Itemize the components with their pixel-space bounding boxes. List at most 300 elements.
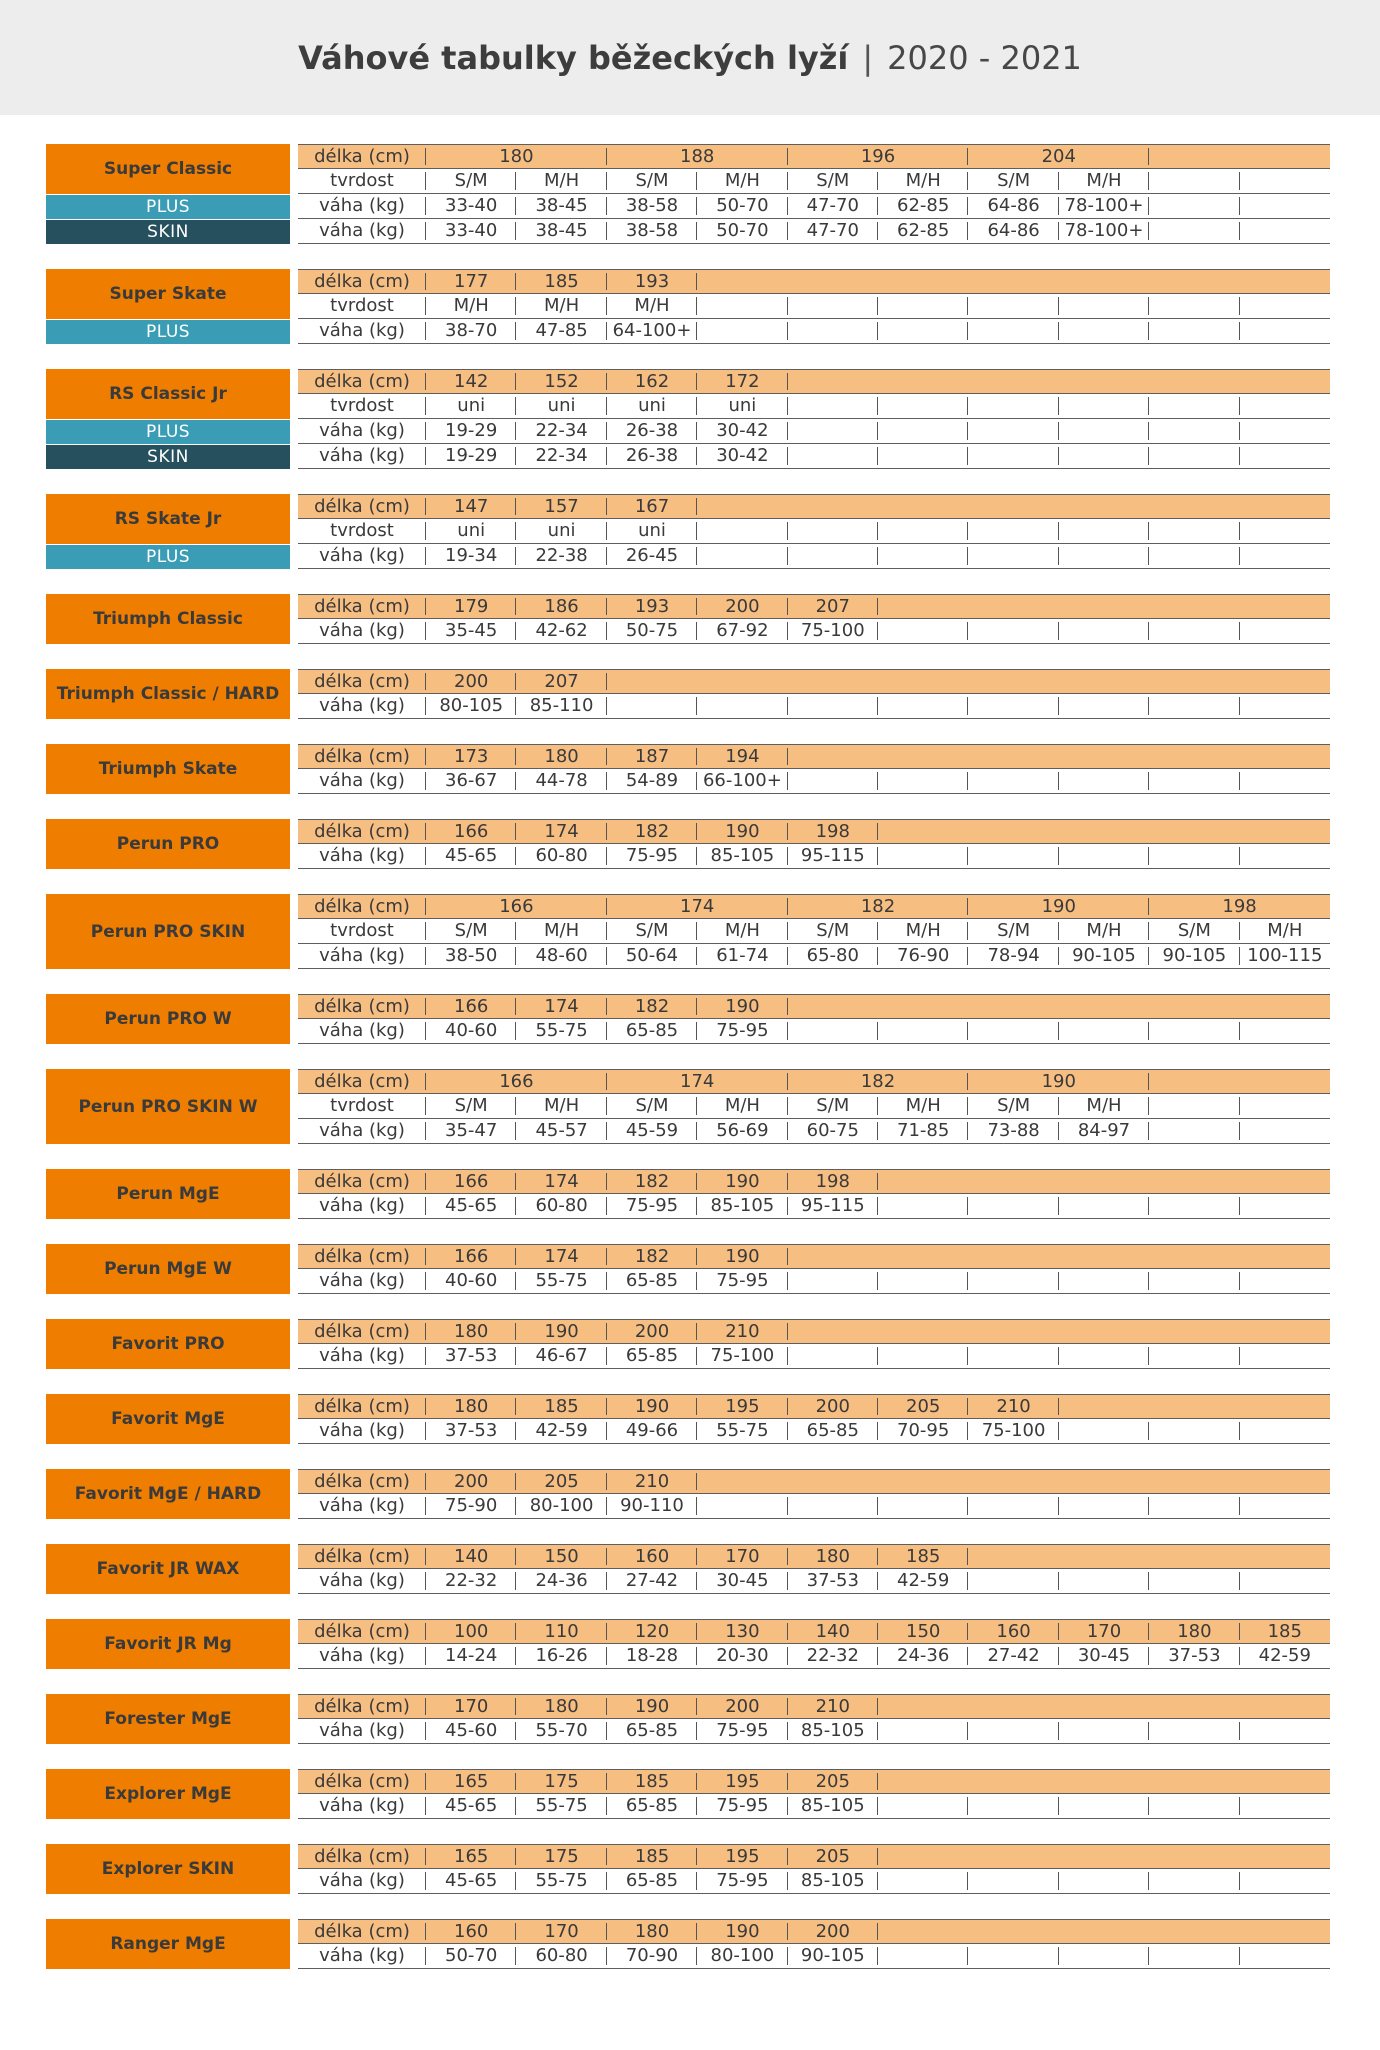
size-table: [298, 369, 1330, 469]
empty-cell: [697, 319, 787, 343]
length-row: [298, 1394, 1330, 1419]
weight-cell: 30-42: [697, 419, 787, 443]
ski-section: [46, 894, 1330, 969]
weight-cell: 26-45: [607, 544, 697, 568]
size-table: [298, 669, 1330, 719]
length-cell: 152: [516, 370, 606, 393]
weight-cell: 49-66: [607, 1419, 697, 1443]
weight-row-label: váha (kg): [298, 1794, 426, 1818]
model-label-column: [46, 1394, 290, 1444]
weight-cell: 90-105: [788, 1944, 878, 1968]
length-cell: 142: [426, 370, 516, 393]
weight-cell: 75-95: [697, 1719, 787, 1743]
length-cell: 200: [607, 1320, 697, 1343]
weight-cell: 19-29: [426, 444, 516, 468]
weight-cell: 45-59: [607, 1119, 697, 1143]
weight-row-label: váha (kg): [298, 1569, 426, 1593]
hardness-cell: M/H: [426, 294, 516, 318]
hardness-cell: M/H: [607, 294, 697, 318]
weight-cell: 60-80: [516, 1194, 606, 1218]
length-row: [298, 819, 1330, 844]
weight-cell: 35-45: [426, 619, 516, 643]
empty-cell: [968, 694, 1058, 718]
empty-cell: [878, 1194, 968, 1218]
length-cell: 170: [426, 1695, 516, 1718]
length-cell: 198: [788, 1170, 878, 1193]
empty-cell: [1059, 1269, 1149, 1293]
hardness-row-label: tvrdost: [298, 919, 426, 943]
weight-cell: 33-40: [426, 194, 516, 218]
length-cell: 166: [426, 1070, 607, 1093]
model-label-box: [46, 494, 290, 544]
weight-cell: 60-80: [516, 1944, 606, 1968]
empty-cell: [878, 319, 968, 343]
length-cell: 200: [788, 1920, 878, 1943]
model-name: Triumph Classic / HARD: [56, 684, 280, 704]
hardness-cell: S/M: [788, 919, 878, 943]
weight-cell: 27-42: [607, 1569, 697, 1593]
length-row-empty: [788, 1320, 1330, 1343]
weight-cell: 50-70: [697, 219, 787, 243]
empty-cell: [697, 694, 787, 718]
weight-cell: 42-59: [516, 1419, 606, 1443]
hardness-row-label: tvrdost: [298, 1094, 426, 1118]
length-row-label: délka (cm): [298, 1395, 426, 1418]
skin-badge: SKIN: [46, 444, 290, 469]
weight-cell: 20-30: [697, 1644, 787, 1668]
empty-cell: [1149, 1344, 1239, 1368]
model-name: Perun PRO SKIN W: [78, 1096, 258, 1117]
hardness-cell: S/M: [426, 169, 516, 193]
hardness-cell: S/M: [788, 169, 878, 193]
model-label-column: [46, 1919, 290, 1969]
length-row-empty: [1149, 1070, 1330, 1093]
empty-cell: [1149, 444, 1239, 468]
plus-badge: PLUS: [46, 419, 290, 444]
length-row-label: délka (cm): [298, 1470, 426, 1493]
length-cell: 182: [607, 995, 697, 1018]
weight-cell: 22-34: [516, 444, 606, 468]
empty-cell: [788, 394, 878, 418]
empty-cell: [1240, 194, 1330, 218]
empty-cell: [788, 1344, 878, 1368]
ski-section: [46, 819, 1330, 869]
length-row-empty: [697, 270, 1330, 293]
length-cell: 180: [516, 745, 606, 768]
weight-row-label: váha (kg): [298, 694, 426, 718]
weight-cell: 37-53: [426, 1419, 516, 1443]
empty-cell: [1149, 1944, 1239, 1968]
weight-cell: 85-105: [788, 1794, 878, 1818]
size-table: [298, 1544, 1330, 1594]
weight-row-label: váha (kg): [298, 1344, 426, 1368]
ski-section: [46, 1469, 1330, 1519]
empty-cell: [788, 444, 878, 468]
empty-cell: [1240, 169, 1330, 193]
empty-cell: [1149, 769, 1239, 793]
hardness-cell: M/H: [1059, 919, 1149, 943]
weight-cell: 22-34: [516, 419, 606, 443]
model-label-column: [46, 1069, 290, 1144]
weight-cell: 35-47: [426, 1119, 516, 1143]
length-cell: 150: [878, 1620, 968, 1643]
length-cell: 190: [697, 1920, 787, 1943]
hardness-cell: uni: [516, 394, 606, 418]
model-name: RS Classic Jr: [109, 384, 227, 404]
length-row-label: délka (cm): [298, 1070, 426, 1093]
empty-cell: [878, 694, 968, 718]
length-cell: 174: [607, 1070, 788, 1093]
empty-cell: [878, 544, 968, 568]
empty-cell: [1059, 1194, 1149, 1218]
length-cell: 130: [697, 1620, 787, 1643]
length-row: [298, 1769, 1330, 1794]
empty-cell: [878, 769, 968, 793]
empty-cell: [1149, 394, 1239, 418]
empty-cell: [878, 1344, 968, 1368]
weight-row-label: váha (kg): [298, 1419, 426, 1443]
plus-badge: PLUS: [46, 194, 290, 219]
length-row-label: délka (cm): [298, 670, 426, 693]
model-name: Forester MgE: [104, 1709, 232, 1729]
length-row: [298, 269, 1330, 294]
hardness-row-label: tvrdost: [298, 169, 426, 193]
empty-cell: [1240, 219, 1330, 243]
weight-cell: 65-85: [607, 1794, 697, 1818]
length-row-label: délka (cm): [298, 1320, 426, 1343]
empty-cell: [1149, 1194, 1239, 1218]
empty-cell: [968, 419, 1058, 443]
weight-cell: 26-38: [607, 444, 697, 468]
title-separator: |: [862, 38, 874, 77]
empty-cell: [878, 1944, 968, 1968]
weight-row: [298, 944, 1330, 969]
length-cell: 182: [607, 1170, 697, 1193]
model-label-column: [46, 1544, 290, 1594]
weight-row: [298, 1194, 1330, 1219]
length-cell: 190: [607, 1395, 697, 1418]
weight-cell: 42-59: [878, 1569, 968, 1593]
weight-row: [298, 1494, 1330, 1519]
weight-cell: 84-97: [1059, 1119, 1149, 1143]
ski-section: [46, 1069, 1330, 1144]
weight-cell: 47-85: [516, 319, 606, 343]
size-table: [298, 1469, 1330, 1519]
length-row: [298, 1844, 1330, 1869]
length-cell: 160: [968, 1620, 1058, 1643]
empty-cell: [1059, 1794, 1149, 1818]
model-label-box: [46, 1069, 290, 1144]
weight-cell: 55-75: [516, 1269, 606, 1293]
empty-cell: [1059, 319, 1149, 343]
length-row: [298, 669, 1330, 694]
weight-cell: 44-78: [516, 769, 606, 793]
empty-cell: [968, 1569, 1058, 1593]
model-label-box: [46, 1694, 290, 1744]
empty-cell: [788, 544, 878, 568]
empty-cell: [1059, 419, 1149, 443]
length-row: [298, 1319, 1330, 1344]
weight-cell: 50-75: [607, 619, 697, 643]
weight-cell: 85-110: [516, 694, 606, 718]
length-cell: 200: [697, 1695, 787, 1718]
size-table: [298, 1319, 1330, 1369]
model-name: Perun PRO SKIN: [90, 921, 246, 942]
length-row: [298, 494, 1330, 519]
model-label-box: [46, 1469, 290, 1519]
length-cell: 165: [426, 1845, 516, 1868]
empty-cell: [1149, 294, 1239, 318]
empty-cell: [1149, 419, 1239, 443]
empty-cell: [1240, 1344, 1330, 1368]
weight-cell: 55-75: [516, 1794, 606, 1818]
empty-cell: [1059, 1019, 1149, 1043]
model-label-box: [46, 1244, 290, 1294]
weight-cell: 75-100: [788, 619, 878, 643]
weight-row-label: váha (kg): [298, 1019, 426, 1043]
weight-cell: 78-100+: [1059, 194, 1149, 218]
model-label-box: [46, 1394, 290, 1444]
length-cell: 110: [516, 1620, 606, 1643]
length-row-label: délka (cm): [298, 1620, 426, 1643]
length-cell: 190: [697, 820, 787, 843]
empty-cell: [1149, 319, 1239, 343]
empty-cell: [1149, 169, 1239, 193]
empty-cell: [1240, 1019, 1330, 1043]
weight-cell: 45-65: [426, 1194, 516, 1218]
length-row-label: délka (cm): [298, 1845, 426, 1868]
empty-cell: [1059, 844, 1149, 868]
hardness-row-label: tvrdost: [298, 394, 426, 418]
empty-cell: [1240, 1194, 1330, 1218]
weight-cell: 85-105: [788, 1869, 878, 1893]
ski-section: [46, 369, 1330, 469]
hardness-cell: M/H: [697, 1094, 787, 1118]
title-main: Váhové tabulky běžeckých lyží: [298, 38, 849, 77]
length-cell: 166: [426, 820, 516, 843]
model-label-column: [46, 819, 290, 869]
empty-cell: [697, 544, 787, 568]
hardness-cell: M/H: [697, 169, 787, 193]
length-row-label: délka (cm): [298, 1695, 426, 1718]
length-cell: 174: [516, 1245, 606, 1268]
length-cell: 140: [788, 1620, 878, 1643]
weight-tables: [46, 144, 1330, 1994]
model-label-column: [46, 1769, 290, 1819]
model-label-column: [46, 994, 290, 1044]
empty-cell: [1149, 1269, 1239, 1293]
empty-cell: [878, 1019, 968, 1043]
weight-row-label: váha (kg): [298, 1119, 426, 1143]
weight-cell: 85-105: [788, 1719, 878, 1743]
empty-cell: [788, 419, 878, 443]
length-cell: 200: [426, 670, 516, 693]
hardness-cell: uni: [426, 394, 516, 418]
size-table: [298, 494, 1330, 569]
length-row-label: délka (cm): [298, 1170, 426, 1193]
length-row-label: délka (cm): [298, 1770, 426, 1793]
empty-cell: [788, 294, 878, 318]
length-row-label: délka (cm): [298, 595, 426, 618]
weight-cell: 55-70: [516, 1719, 606, 1743]
length-row-label: délka (cm): [298, 1245, 426, 1268]
length-cell: 174: [516, 1170, 606, 1193]
empty-cell: [1240, 694, 1330, 718]
empty-cell: [878, 1269, 968, 1293]
length-cell: 180: [788, 1545, 878, 1568]
ski-section: [46, 1244, 1330, 1294]
weight-cell: 37-53: [788, 1569, 878, 1593]
weight-cell: 62-85: [878, 194, 968, 218]
empty-cell: [1240, 1494, 1330, 1518]
model-label-box: [46, 1544, 290, 1594]
length-row-empty: [697, 1470, 1330, 1493]
length-row: [298, 1544, 1330, 1569]
weight-row: [298, 844, 1330, 869]
model-label-box: [46, 1769, 290, 1819]
empty-cell: [878, 1719, 968, 1743]
model-label-column: [46, 144, 290, 244]
length-row: [298, 594, 1330, 619]
length-cell: 162: [607, 370, 697, 393]
weight-row-label: váha (kg): [298, 419, 426, 443]
weight-cell: 42-59: [1258, 1645, 1311, 1666]
length-cell: 157: [516, 495, 606, 518]
empty-cell: [1240, 1269, 1330, 1293]
weight-cell: 66-100+: [697, 769, 787, 793]
weight-cell: 22-32: [426, 1569, 516, 1593]
empty-cell: [607, 694, 697, 718]
length-row-empty: [788, 995, 1330, 1018]
weight-cell: 76-90: [878, 944, 968, 968]
length-cell: 180: [426, 1320, 516, 1343]
model-label-column: [46, 1169, 290, 1219]
empty-cell: [1059, 519, 1149, 543]
weight-cell: 70-90: [607, 1944, 697, 1968]
model-label-column: [46, 1694, 290, 1744]
length-row-empty: [878, 1695, 1330, 1718]
size-table: [298, 1069, 1330, 1144]
model-label-box: [46, 744, 290, 794]
ski-section: [46, 994, 1330, 1044]
empty-cell: [1240, 519, 1330, 543]
weight-row-label: váha (kg): [298, 194, 426, 218]
empty-cell: [1059, 694, 1149, 718]
length-cell: 190: [968, 1070, 1149, 1093]
weight-row: [298, 319, 1330, 344]
model-name: Favorit MgE / HARD: [74, 1484, 262, 1504]
weight-cell: 90-105: [1059, 944, 1149, 968]
page-title: [298, 38, 1082, 77]
weight-cell: 61-74: [697, 944, 787, 968]
empty-cell: [697, 1494, 787, 1518]
empty-cell: [1059, 444, 1149, 468]
empty-cell: [968, 1344, 1058, 1368]
length-row-empty: [788, 370, 1330, 393]
hardness-cell: M/H: [516, 1094, 606, 1118]
length-row-empty: [878, 1170, 1330, 1193]
length-cell: 200: [697, 595, 787, 618]
weight-cell: 71-85: [878, 1119, 968, 1143]
weight-row-label: váha (kg): [298, 544, 426, 568]
hardness-cell: S/M: [968, 1094, 1058, 1118]
model-label-box: [46, 819, 290, 869]
weight-cell: 75-95: [697, 1019, 787, 1043]
empty-cell: [878, 1794, 968, 1818]
hardness-cell: M/H: [697, 919, 787, 943]
empty-cell: [1240, 1119, 1330, 1143]
weight-row-label: váha (kg): [298, 444, 426, 468]
length-row: [298, 1169, 1330, 1194]
weight-cell: 65-85: [788, 1419, 878, 1443]
weight-cell: 50-70: [697, 194, 787, 218]
length-row: [298, 1244, 1330, 1269]
length-cell: 174: [516, 995, 606, 1018]
weight-row-label: váha (kg): [298, 769, 426, 793]
model-label-box: [46, 1844, 290, 1894]
weight-cell: 22-32: [788, 1644, 878, 1668]
empty-cell: [968, 1269, 1058, 1293]
length-cell: 200: [788, 1395, 878, 1418]
model-label-column: [46, 1244, 290, 1294]
weight-cell: 75-95: [607, 1194, 697, 1218]
length-cell: 205: [516, 1470, 606, 1493]
weight-cell: 75-95: [697, 1794, 787, 1818]
weight-cell: 36-67: [426, 769, 516, 793]
weight-cell: 56-69: [697, 1119, 787, 1143]
weight-row: [298, 219, 1330, 244]
empty-cell: [1059, 1419, 1149, 1443]
weight-cell: 45-65: [426, 1869, 516, 1893]
empty-cell: [968, 844, 1058, 868]
model-label-box: [46, 369, 290, 419]
empty-cell: [1059, 769, 1149, 793]
empty-cell: [1240, 1719, 1330, 1743]
weight-cell: 75-90: [426, 1494, 516, 1518]
weight-row: [298, 1019, 1330, 1044]
weight-cell: 62-85: [878, 219, 968, 243]
length-row-label: délka (cm): [298, 1545, 426, 1568]
model-label-box: [46, 594, 290, 644]
weight-row-label: váha (kg): [298, 1719, 426, 1743]
empty-cell: [1149, 1094, 1239, 1118]
size-table: [298, 1244, 1330, 1294]
hardness-cell: S/M: [607, 169, 697, 193]
empty-cell: [968, 544, 1058, 568]
length-cell: 173: [426, 745, 516, 768]
weight-cell: 14-24: [426, 1644, 516, 1668]
weight-cell: 30-42: [697, 444, 787, 468]
model-name: Perun MgE: [116, 1184, 220, 1204]
empty-cell: [968, 1794, 1058, 1818]
length-cell: 205: [788, 1770, 878, 1793]
length-cell: 190: [697, 1245, 787, 1268]
length-cell: 186: [516, 595, 606, 618]
length-cell: 160: [426, 1920, 516, 1943]
length-cell: 174: [607, 895, 788, 918]
model-label-box: [46, 1169, 290, 1219]
weight-cell: 38-50: [426, 944, 516, 968]
weight-row: [298, 1944, 1330, 1969]
weight-row: [298, 1719, 1330, 1744]
hardness-cell: M/H: [878, 169, 968, 193]
empty-cell: [968, 1194, 1058, 1218]
empty-cell: [1149, 694, 1239, 718]
size-table: [298, 594, 1330, 644]
length-row: [298, 894, 1330, 919]
weight-cell: 75-100: [697, 1344, 787, 1368]
weight-row-label: váha (kg): [298, 1644, 426, 1668]
